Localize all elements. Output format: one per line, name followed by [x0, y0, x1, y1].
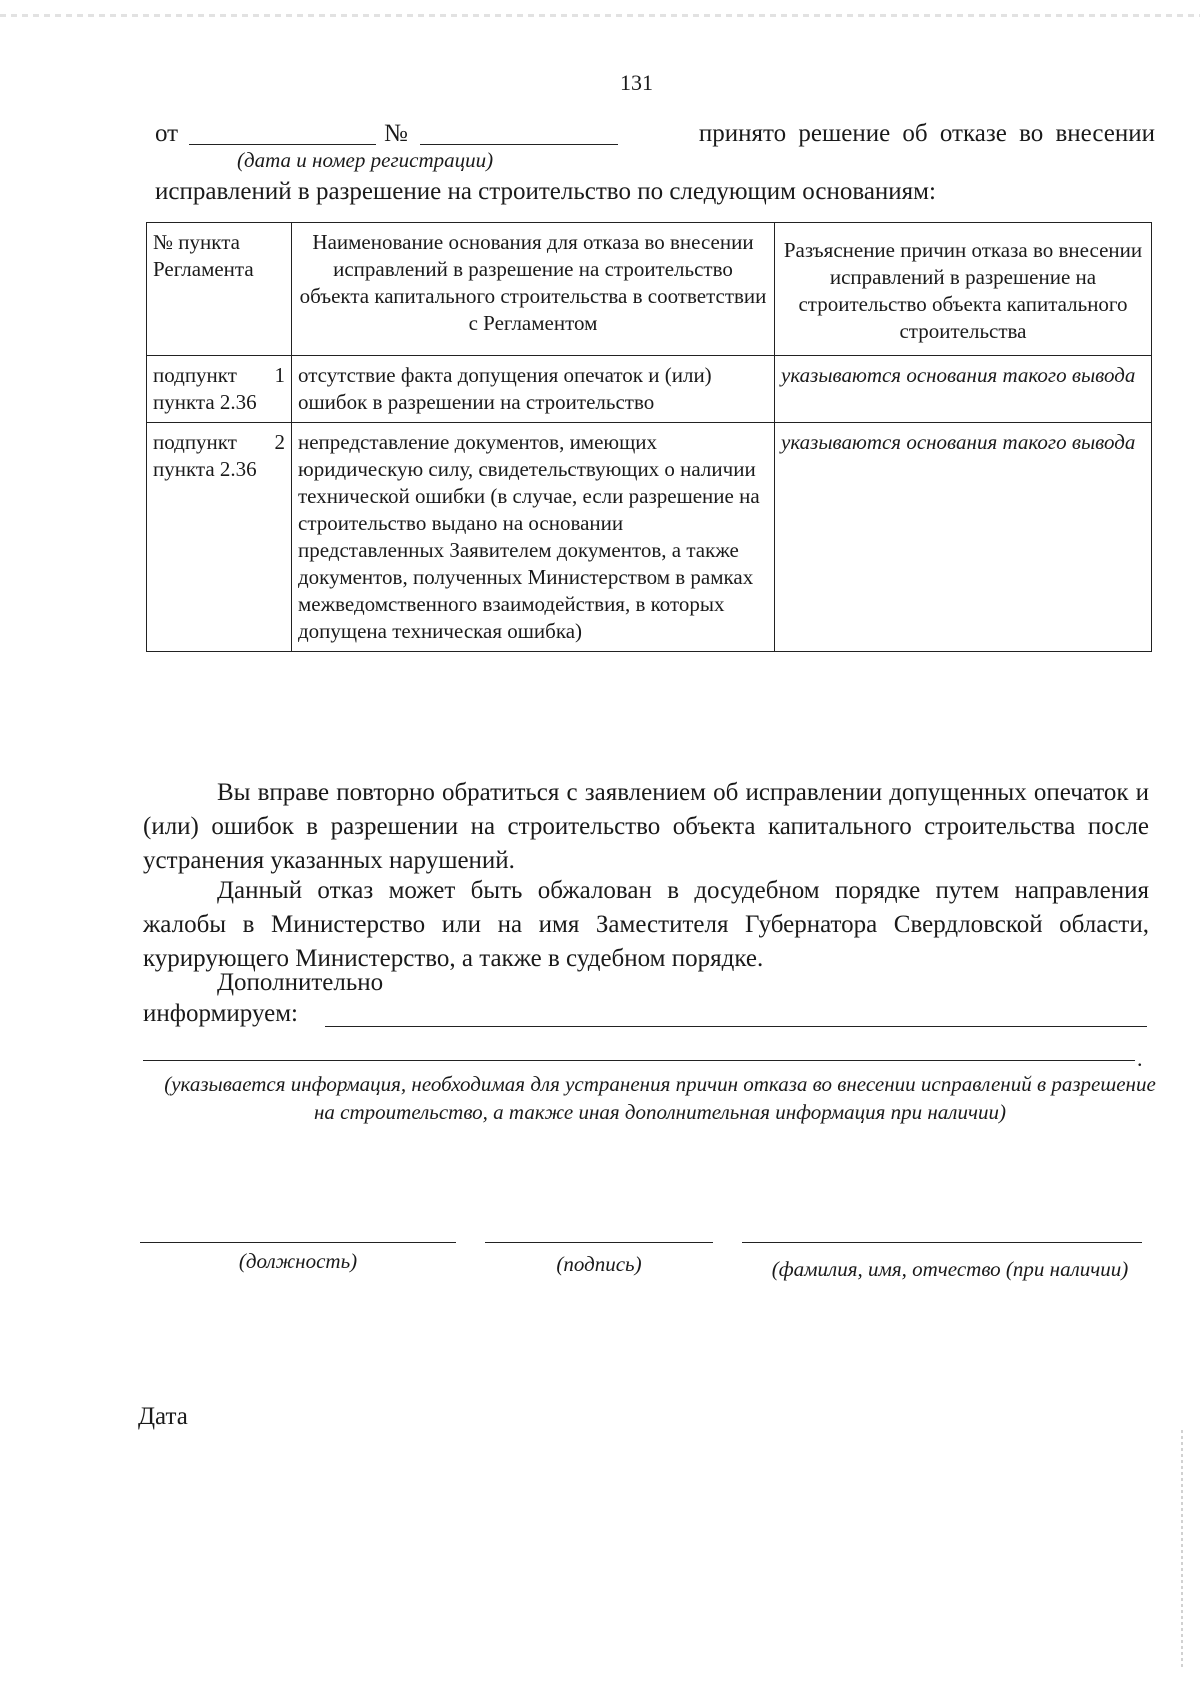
- info-blank-line-2: [143, 1060, 1135, 1061]
- row-point: [147, 356, 292, 423]
- header-explanation: Разъяснение причин отказа во внесении исправлений в разрешение на строительство объекта капитального строительства: [775, 223, 1152, 356]
- additional-label: Дополнительно: [217, 969, 384, 996]
- date-blank: [189, 120, 376, 145]
- refusal-reasons-table: [146, 222, 1152, 652]
- header-reason: Наименование основания для отказа во внесении исправлений в разрешение на строительство объекта капитального строительства в соответствии с Регламентом: [292, 223, 775, 356]
- row-reason: непредставление документов, имеющих юридическую силу, свидетельствующих о наличии технической ошибки (в случае, если разрешение на строительство выдано на основании представленных Заявителем документов, а также документов, полученных Министерством в рамках межведомственного взаимодействия, в которых допущена техническая ошибка): [292, 423, 775, 652]
- info-hint: (указывается информация, необходимая для устранения причин отказа во внесении исправлений в разрешение на строительство, а также иная дополнительная информация при наличии): [164, 1072, 1156, 1124]
- row-explanation: указываются основания такого вывода: [775, 423, 1152, 652]
- table-row: [147, 356, 1152, 423]
- point-word: подпункт: [153, 363, 237, 387]
- point-clause: пункта 2.36: [153, 457, 257, 481]
- table-header-row: [147, 223, 1152, 356]
- point-number: 2: [274, 430, 285, 454]
- date-label: Дата: [138, 1403, 188, 1430]
- point-clause: пункта 2.36: [153, 390, 257, 414]
- point-number: 1: [274, 363, 285, 387]
- signature-caption: (подпись): [556, 1252, 642, 1276]
- header-point: № пункта Регламента: [147, 223, 292, 356]
- repeat-paragraph: Вы вправе повторно обратиться с заявлением об исправлении допущенных опечаток и (или) ошибок в разрешении на строительство объекта капитального строительства после устранения указанных нарушений.: [143, 779, 1149, 874]
- period-mark: .: [1137, 1046, 1143, 1071]
- decision-continuation: исправлений в разрешение на строительство по следующим основаниям:: [155, 178, 936, 205]
- row-reason: отсутствие факта допущения опечаток и (или) ошибок в разрешении на строительство: [292, 356, 775, 423]
- page-number: 131: [620, 70, 653, 95]
- row-explanation: указываются основания такого вывода: [775, 356, 1152, 423]
- number-sign: №: [384, 120, 408, 147]
- position-line: [140, 1242, 456, 1243]
- scan-artifact-top: [0, 14, 1200, 17]
- table-row: [147, 423, 1152, 652]
- registration-hint: (дата и номер регистрации): [237, 148, 494, 172]
- decision-text: принято решение об отказе во внесении: [698, 120, 1155, 147]
- row-point: [147, 423, 292, 652]
- inform-label: информируем:: [143, 1000, 298, 1027]
- appeal-paragraph: Данный отказ может быть обжалован в досудебном порядке путем направления жалобы в Министерство или на имя Заместителя Губернатора Свердловской области, курирующего Министерство, а также в судебном порядке.: [143, 877, 1149, 972]
- number-blank: [420, 120, 618, 145]
- from-label: от: [155, 120, 179, 147]
- position-caption: (должность): [238, 1249, 358, 1273]
- scan-artifact-right: [1181, 1430, 1183, 1670]
- full-name-line: [742, 1242, 1142, 1243]
- point-word: подпункт: [153, 430, 237, 454]
- info-blank-line-1: [325, 1026, 1147, 1027]
- full-name-caption: (фамилия, имя, отчество (при наличии): [771, 1257, 1129, 1281]
- signature-line: [485, 1242, 713, 1243]
